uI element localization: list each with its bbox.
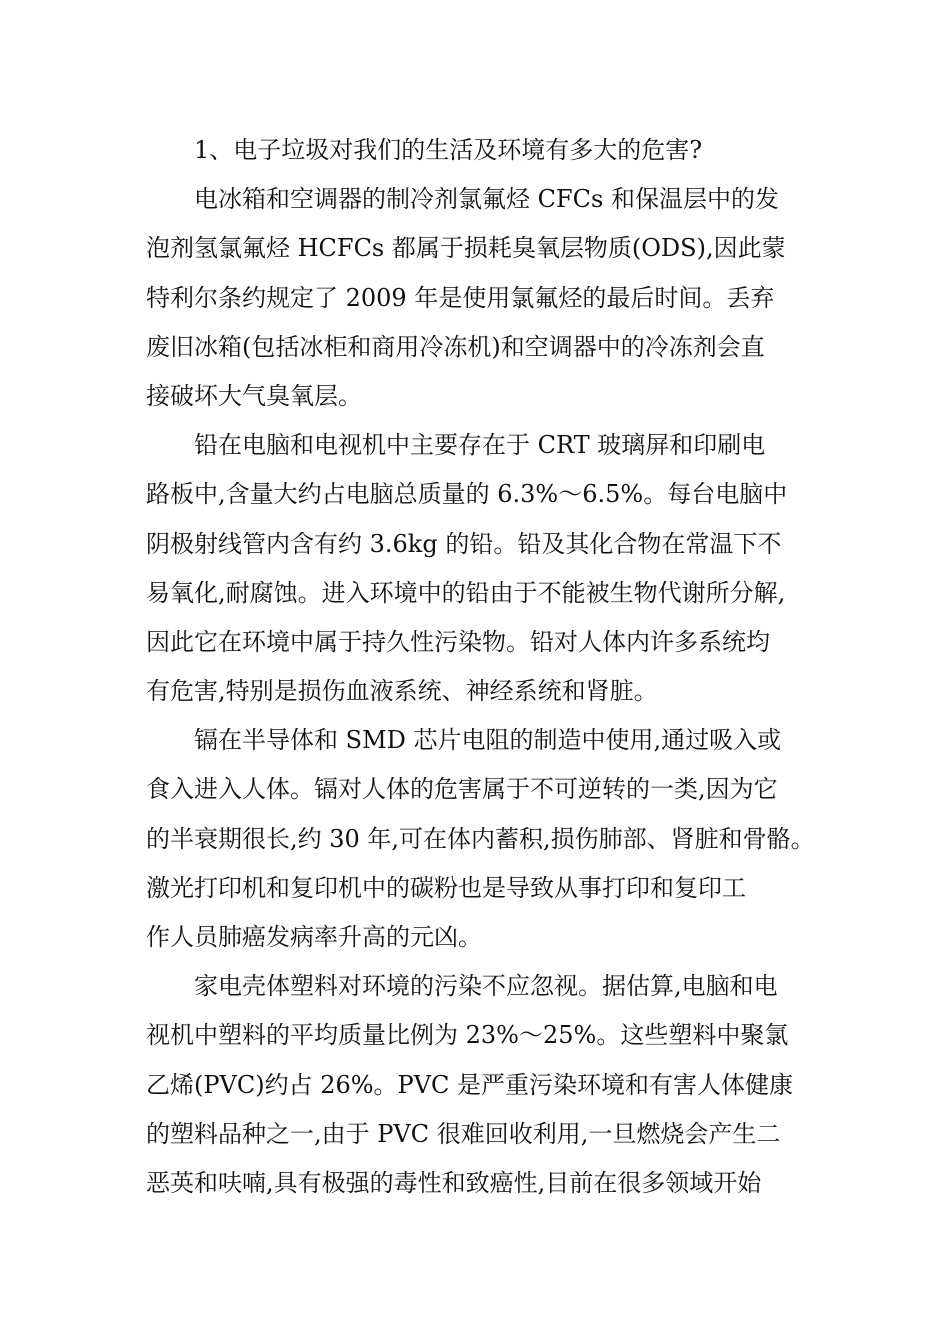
paragraph-line: 家电壳体塑料对环境的污染不应忽视。据估算,电脑和电 — [194, 972, 778, 1001]
paragraph-line: 激光打印机和复印机中的碳粉也是导致从事打印和复印工 — [146, 873, 746, 902]
paragraph-line: 接破坏大气臭氧层。 — [146, 381, 362, 410]
paragraph-cadmium — [146, 716, 815, 962]
paragraph-line: 有危害,特别是损伤血液系统、神经系统和肾脏。 — [146, 677, 658, 706]
paragraph-line: 特利尔条约规定了 2009 年是使用氯氟烃的最后时间。丢弃 — [146, 283, 775, 312]
paragraph-line: 视机中塑料的平均质量比例为 23%～25%。这些塑料中聚氯 — [146, 1021, 789, 1050]
paragraph-line: 恶英和呋喃,具有极强的毒性和致癌性,目前在很多领域开始 — [146, 1168, 762, 1197]
paragraph-lead — [146, 421, 808, 716]
paragraph-line: 路板中,含量大约占电脑总质量的 6.3%～6.5%。每台电脑中 — [146, 480, 788, 509]
paragraph-line: 食入进入人体。镉对人体的危害属于不可逆转的一类,因为它 — [146, 775, 778, 804]
paragraph-line: 乙烯(PVC)约占 26%。PVC 是严重污染环境和有害人体健康 — [146, 1070, 794, 1099]
paragraph-line: 易氧化,耐腐蚀。进入环境中的铅由于不能被生物代谢所分解, — [146, 578, 786, 607]
paragraph-plastics — [146, 962, 808, 1208]
paragraph-line: 废旧冰箱(包括冰柜和商用冷冻机)和空调器中的冷冻剂会直 — [146, 332, 765, 361]
paragraph-line: 电冰箱和空调器的制冷剂氯氟烃 CFCs 和保温层中的发 — [194, 185, 779, 214]
paragraph-line: 的塑料品种之一,由于 PVC 很难回收利用,一旦燃烧会产生二 — [146, 1119, 781, 1148]
document-body — [146, 126, 815, 1208]
paragraph-line: 阴极射线管内含有约 3.6kg 的铅。铅及其化合物在常温下不 — [146, 529, 782, 558]
paragraph-line: 镉在半导体和 SMD 芯片电阻的制造中使用,通过吸入或 — [194, 726, 782, 755]
paragraph-line: 铅在电脑和电视机中主要存在于 CRT 玻璃屏和印刷电 — [194, 431, 766, 460]
paragraph-line: 的半衰期很长,约 30 年,可在体内蓄积,损伤肺部、肾脏和骨骼。 — [146, 824, 815, 853]
paragraph-refrigerants — [146, 175, 808, 421]
question-heading: 1、电子垃圾对我们的生活及环境有多大的危害? — [194, 136, 703, 164]
paragraph-line: 因此它在环境中属于持久性污染物。铅对人体内许多系统均 — [146, 627, 770, 656]
paragraph-line: 泡剂氢氯氟烃 HCFCs 都属于损耗臭氧层物质(ODS),因此蒙 — [146, 234, 786, 263]
paragraph-line: 作人员肺癌发病率升高的元凶。 — [146, 923, 482, 951]
